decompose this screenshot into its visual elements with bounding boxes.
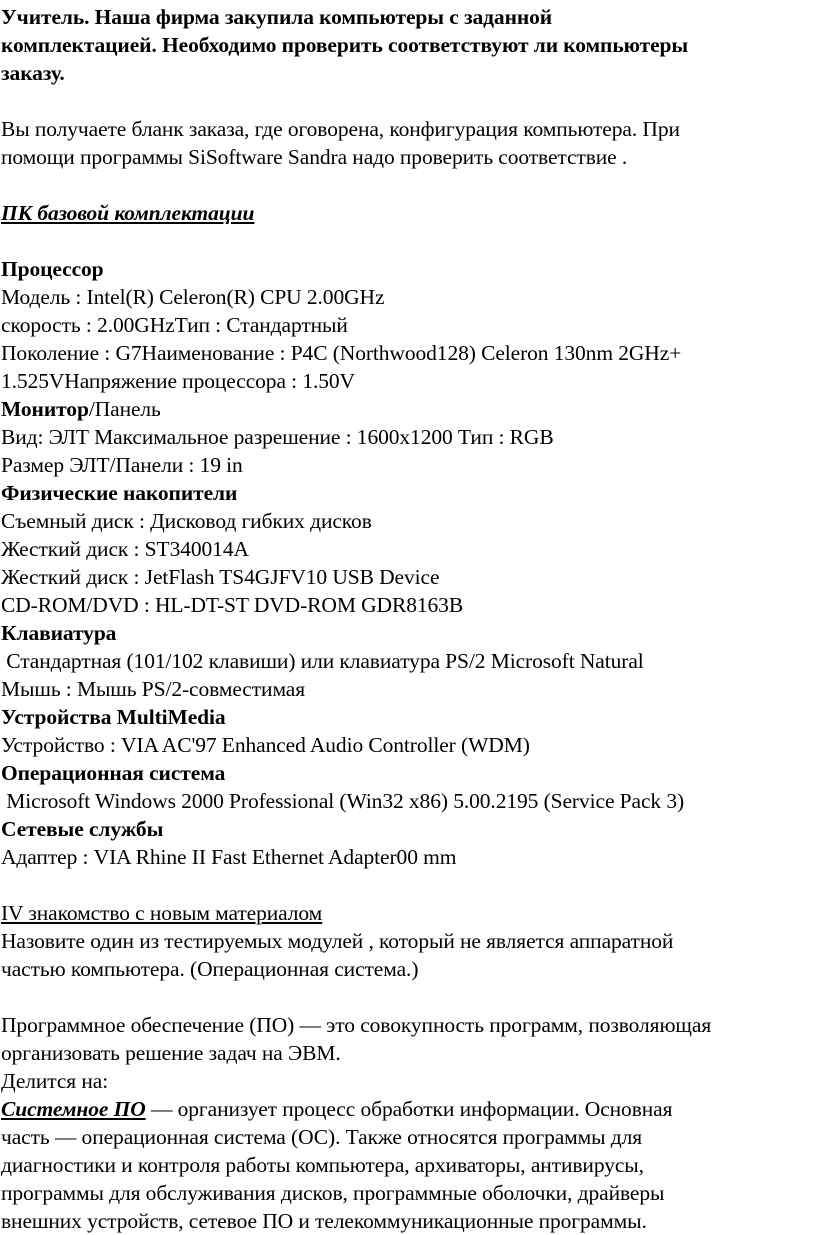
multimedia-device: Устройство : VIA AC'97 Enhanced Audio Controller (WDM): [1, 733, 530, 757]
keyboard-heading: Клавиатура: [1, 621, 117, 645]
os-heading: Операционная система: [1, 761, 226, 785]
teacher-intro-line-2: комплектацией. Необходимо проверить соответствуют ли компьютеры: [1, 33, 689, 57]
teacher-intro-line-1: Учитель. Наша фирма закупила компьютеры с заданной: [1, 5, 553, 29]
software-definition-line-2: организовать решение задач на ЭВМ.: [1, 1041, 341, 1065]
system-software-term: Системное ПО: [1, 1097, 146, 1121]
system-software-line-1-rest: — организует процесс обработки информации. Основная: [145, 1097, 673, 1121]
system-software-line-5: внешних устройств, сетевое ПО и телекоммуникационные программы.: [1, 1209, 647, 1233]
task-line-2: помощи программы SiSoftware Sandra надо проверить соответствие .: [1, 145, 628, 169]
spacer: [1, 171, 816, 199]
multimedia-heading: Устройства MultiMedia: [1, 705, 226, 729]
monitor-heading: [1, 395, 816, 423]
network-adapter: Адаптер : VIA Rhine II Fast Ethernet Adapter00 mm: [1, 845, 457, 869]
processor-speed: скорость : 2.00GHzТип : Стандартный: [1, 313, 348, 337]
keyboard-value: Стандартная (101/102 клавиши) или клавиатура PS/2 Microsoft Natural: [1, 649, 644, 673]
new-material-question-line-2: частью компьютера. (Операционная система.): [1, 957, 419, 981]
monitor-size: Размер ЭЛТ/Панели : 19 in: [1, 453, 243, 477]
teacher-intro-line-3: заказу.: [1, 61, 65, 85]
storage-heading: Физические накопители: [1, 481, 238, 505]
system-software-line-4: программы для обслуживания дисков, программные оболочки, драйверы: [1, 1181, 665, 1205]
system-software-line-3: диагностики и контроля работы компьютера, архиваторы, антивирусы,: [1, 1153, 644, 1177]
config-heading: ПК базовой комплектации: [1, 201, 255, 225]
software-definition-line-1: Программное обеспечение (ПО) — это совокупность программ, позволяющая: [1, 1013, 712, 1037]
storage-removable: Съемный диск : Дисковод гибких дисков: [1, 509, 372, 533]
task-line-1: Вы получаете бланк заказа, где оговорена, конфигурация компьютера. При: [1, 117, 680, 141]
spacer: [1, 871, 816, 899]
monitor-heading-bold: Монитор: [1, 397, 89, 421]
monitor-type: Вид: ЭЛТ Максимальное разрешение : 1600х1200 Тип : RGB: [1, 425, 554, 449]
spacer: [1, 983, 816, 1011]
system-software-line-1: [1, 1095, 816, 1123]
spacer: [1, 227, 816, 255]
software-divided: Делится на:: [1, 1069, 109, 1093]
monitor-heading-rest: /Панель: [88, 397, 161, 421]
system-software-line-2: часть — операционная система (ОС). Также относятся программы для: [1, 1125, 643, 1149]
new-material-heading: IV знакомство с новым материалом: [1, 901, 323, 925]
storage-hdd-2: Жесткий диск : JetFlash TS4GJFV10 USB Device: [1, 565, 440, 589]
processor-voltage: 1.525VНапряжение процессора : 1.50V: [1, 369, 355, 393]
new-material-question-line-1: Назовите один из тестируемых модулей , который не является аппаратной: [1, 929, 674, 953]
mouse-value: Мышь : Мышь PS/2-совместимая: [1, 677, 306, 701]
storage-hdd-1: Жесткий диск : ST340014A: [1, 537, 249, 561]
processor-model: Модель : Intel(R) Celeron(R) CPU 2.00GHz: [1, 285, 385, 309]
storage-cdrom: CD-ROM/DVD : HL-DT-ST DVD-ROM GDR8163B: [1, 593, 464, 617]
spacer: [1, 87, 816, 115]
processor-generation: Поколение : G7Наименование : P4C (Northwood128) Celeron 130nm 2GHz+: [1, 341, 682, 365]
network-heading: Сетевые службы: [1, 817, 164, 841]
processor-heading: Процессор: [1, 257, 104, 281]
os-value: Microsoft Windows 2000 Professional (Win32 x86) 5.00.2195 (Service Pack 3): [1, 789, 685, 813]
